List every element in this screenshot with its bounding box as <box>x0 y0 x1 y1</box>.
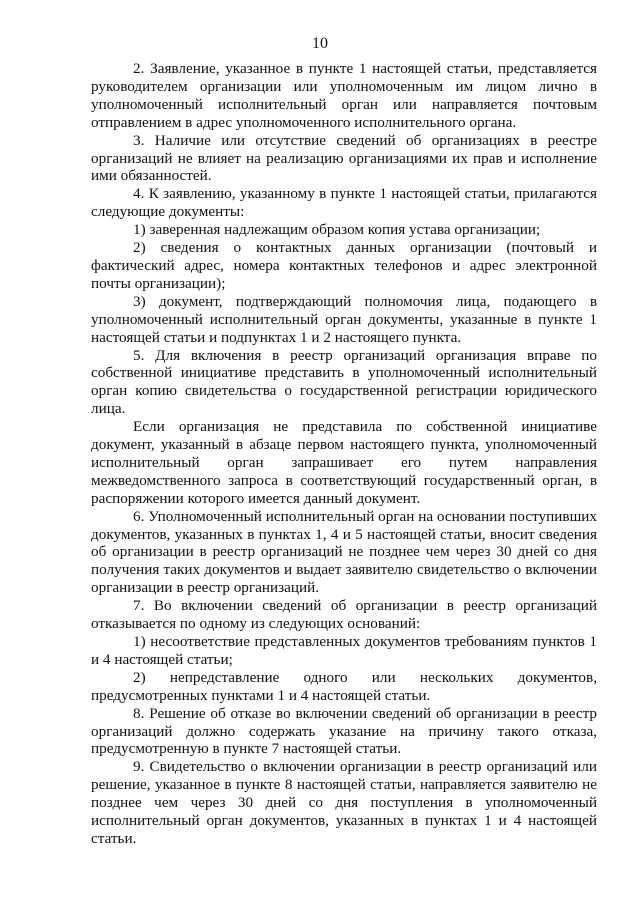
paragraph-2-application-submission: 2. Заявление, указанное в пункте 1 настоящей статьи, представляется руководителем организации или уполномоченным им лицом лично в уполномоченный исполнительный орган или направляется почтовым отправлением в адрес уполномоченного исполнительного органа. <box>91 60 597 131</box>
paragraph-7-refusal-grounds: 7. Во включении сведений об организации в реестр организаций отказывается по одному из следующих оснований: <box>91 597 597 633</box>
paragraph-6-registry-entry: 6. Уполномоченный исполнительный орган на основании поступивших документов, указанных в пунктах 1, 4 и 5 настоящей статьи, вносит сведения об организации в реестр организаций не позднее чем через 30 дней со дня получения таких документов и выдает заявителю свидетельство о включении организации в реестр организаций. <box>91 507 597 597</box>
paragraph-5-registration-certificate: 5. Для включения в реестр организаций организация вправе по собственной инициативе представить в уполномоченный исполнительный орган копию свидетельства о государственной регистрации юридического лица. <box>91 346 597 418</box>
list-item-7-2-missing-documents: 2) непредставление одного или нескольких документов, предусмотренных пунктами 1 и 4 настоящей статьи. <box>91 668 597 704</box>
paragraph-9-certificate-delivery: 9. Свидетельство о включении организации в реестр организаций или решение, указанное в пункте 8 настоящей статьи, направляется заявителю не позднее чем через 30 дней со дня поступления в уполномоченный исполнительный орган документов, указанных в пунктах 1 и 4 настоящей статьи. <box>91 758 597 847</box>
paragraph-4-attached-documents: 4. К заявлению, указанному в пункте 1 настоящей статьи, прилагаются следующие документы: <box>91 185 597 221</box>
page-number: 10 <box>312 35 328 52</box>
list-item-7-1-noncompliance: 1) несоответствие представленных документов требованиям пунктов 1 и 4 настоящей статьи; <box>91 633 597 668</box>
list-item-4-2-contact-details: 2) сведения о контактных данных организации (почтовый и фактический адрес, номера контактных телефонов и адрес электронной почты организации); <box>91 239 597 292</box>
paragraph-8-refusal-decision: 8. Решение об отказе во включении сведений об организации в реестр организаций должно содержать указание на причину такого отказа, предусмотренную в пункте 7 настоящей статьи. <box>91 704 597 758</box>
paragraph-3-registry-rights: 3. Наличие или отсутствие сведений об организациях в реестре организаций не влияет на реализацию организациями их прав и исполнение ими обязанностей. <box>91 131 597 185</box>
list-item-4-3-authority-document: 3) документ, подтверждающий полномочия лица, подающего в уполномоченный исполнительный орган документы, указанные в пункте 1 настоящей статьи и подпунктах 1 и 2 настоящего пункта. <box>91 292 597 346</box>
list-item-4-1-charter-copy: 1) заверенная надлежащим образом копия устава организации; <box>133 221 541 239</box>
document-body <box>91 60 597 848</box>
paragraph-5-interagency-request: Если организация не представила по собственной инициативе документ, указанный в абзаце первом настоящего пункта, уполномоченный исполнительный орган запрашивает его путем направления межведомственного запроса в соответствующий государственный орган, в распоряжении которого имеется данный документ. <box>91 418 597 507</box>
